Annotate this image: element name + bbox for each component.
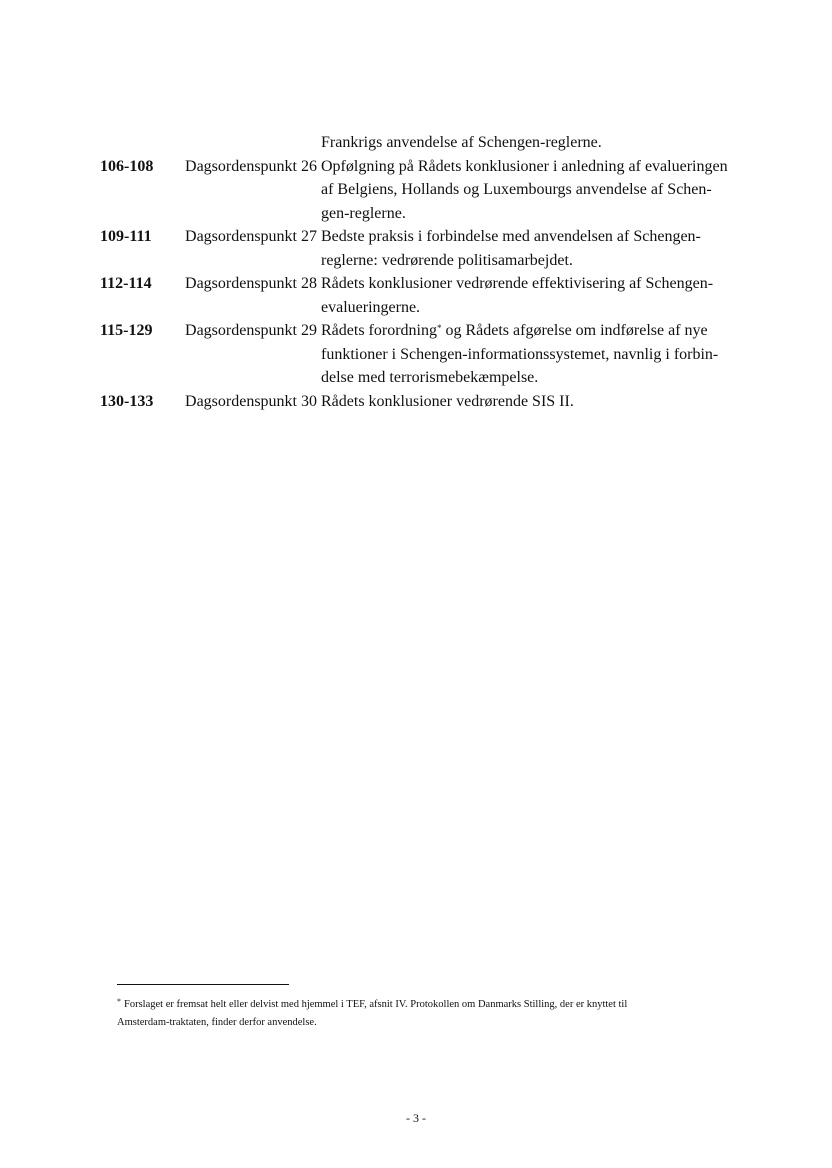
agenda-description-line: delse med terrorismebekæmpelse. xyxy=(321,369,539,386)
agenda-description-line: Rådets konklusioner vedrørende effektivisering af Schengen- xyxy=(321,275,714,292)
agenda-item-number: Dagsordenspunkt 26 xyxy=(185,157,317,175)
agenda-description-line: gen-reglerne. xyxy=(321,204,406,222)
agenda-description-line: Rådets konklusioner vedrørende SIS II. xyxy=(321,392,574,410)
agenda-description-line: Bedste praksis i forbindelse med anvendelsen af Schengen- xyxy=(321,228,701,245)
agenda-description xyxy=(321,319,746,390)
agenda-row xyxy=(100,225,750,272)
agenda-pages: 130-133 xyxy=(100,392,154,410)
footnote xyxy=(117,996,757,1032)
agenda-description-line: funktioner i Schengen-informationssystemet, navnlig i forbin- xyxy=(321,345,719,363)
agenda-description-line: reglerne: vedrørende politisamarbejdet. xyxy=(321,251,573,269)
agenda-list xyxy=(100,131,750,413)
agenda-item-number: Dagsordenspunkt 29 xyxy=(185,322,317,339)
agenda-description-line: af Belgiens, Hollands og Luxembourgs anvendelse af Schen- xyxy=(321,181,712,198)
agenda-description-line: Opfølgning på Rådets konklusioner i anledning af evalueringen xyxy=(321,157,728,175)
agenda-description xyxy=(321,155,746,226)
agenda-item-number: Dagsordenspunkt 30 xyxy=(185,392,317,410)
agenda-description xyxy=(321,390,746,414)
page-number: - 3 - xyxy=(406,1111,426,1125)
agenda-row xyxy=(100,155,750,226)
agenda-row xyxy=(100,272,750,319)
agenda-description-line: evalueringerne. xyxy=(321,298,421,316)
footnote-line: Amsterdam-traktaten, finder derfor anvendelse. xyxy=(117,1017,317,1028)
agenda-row xyxy=(100,319,750,390)
footnote-divider xyxy=(117,984,289,985)
agenda-item-number: Dagsordenspunkt 27 xyxy=(185,228,317,245)
agenda-continuation xyxy=(100,131,750,155)
agenda-description xyxy=(321,272,746,319)
footnote-marker: * xyxy=(117,997,121,1006)
agenda-pages: 112-114 xyxy=(100,275,152,292)
footnote-reference: * xyxy=(436,323,442,333)
agenda-description-line xyxy=(321,319,746,343)
agenda-pages: 106-108 xyxy=(100,157,154,175)
footnote-line xyxy=(117,996,757,1014)
agenda-row xyxy=(100,390,750,414)
footnote-text: Forslaget er fremsat helt eller delvist med hjemmel i TEF, afsnit IV. Protokollen om Danmarks Stilling, der er knyttet til xyxy=(124,999,628,1010)
agenda-item-number: Dagsordenspunkt 28 xyxy=(185,275,317,292)
agenda-description-text: og Rådets afgørelse om indførelse af nye xyxy=(441,322,708,339)
agenda-pages: 115-129 xyxy=(100,322,153,339)
agenda-description xyxy=(321,225,746,272)
agenda-continuation-text: Frankrigs anvendelse af Schengen-reglerne. xyxy=(321,134,602,151)
agenda-description-text: Rådets forordning xyxy=(321,322,437,339)
agenda-pages: 109-111 xyxy=(100,228,152,245)
